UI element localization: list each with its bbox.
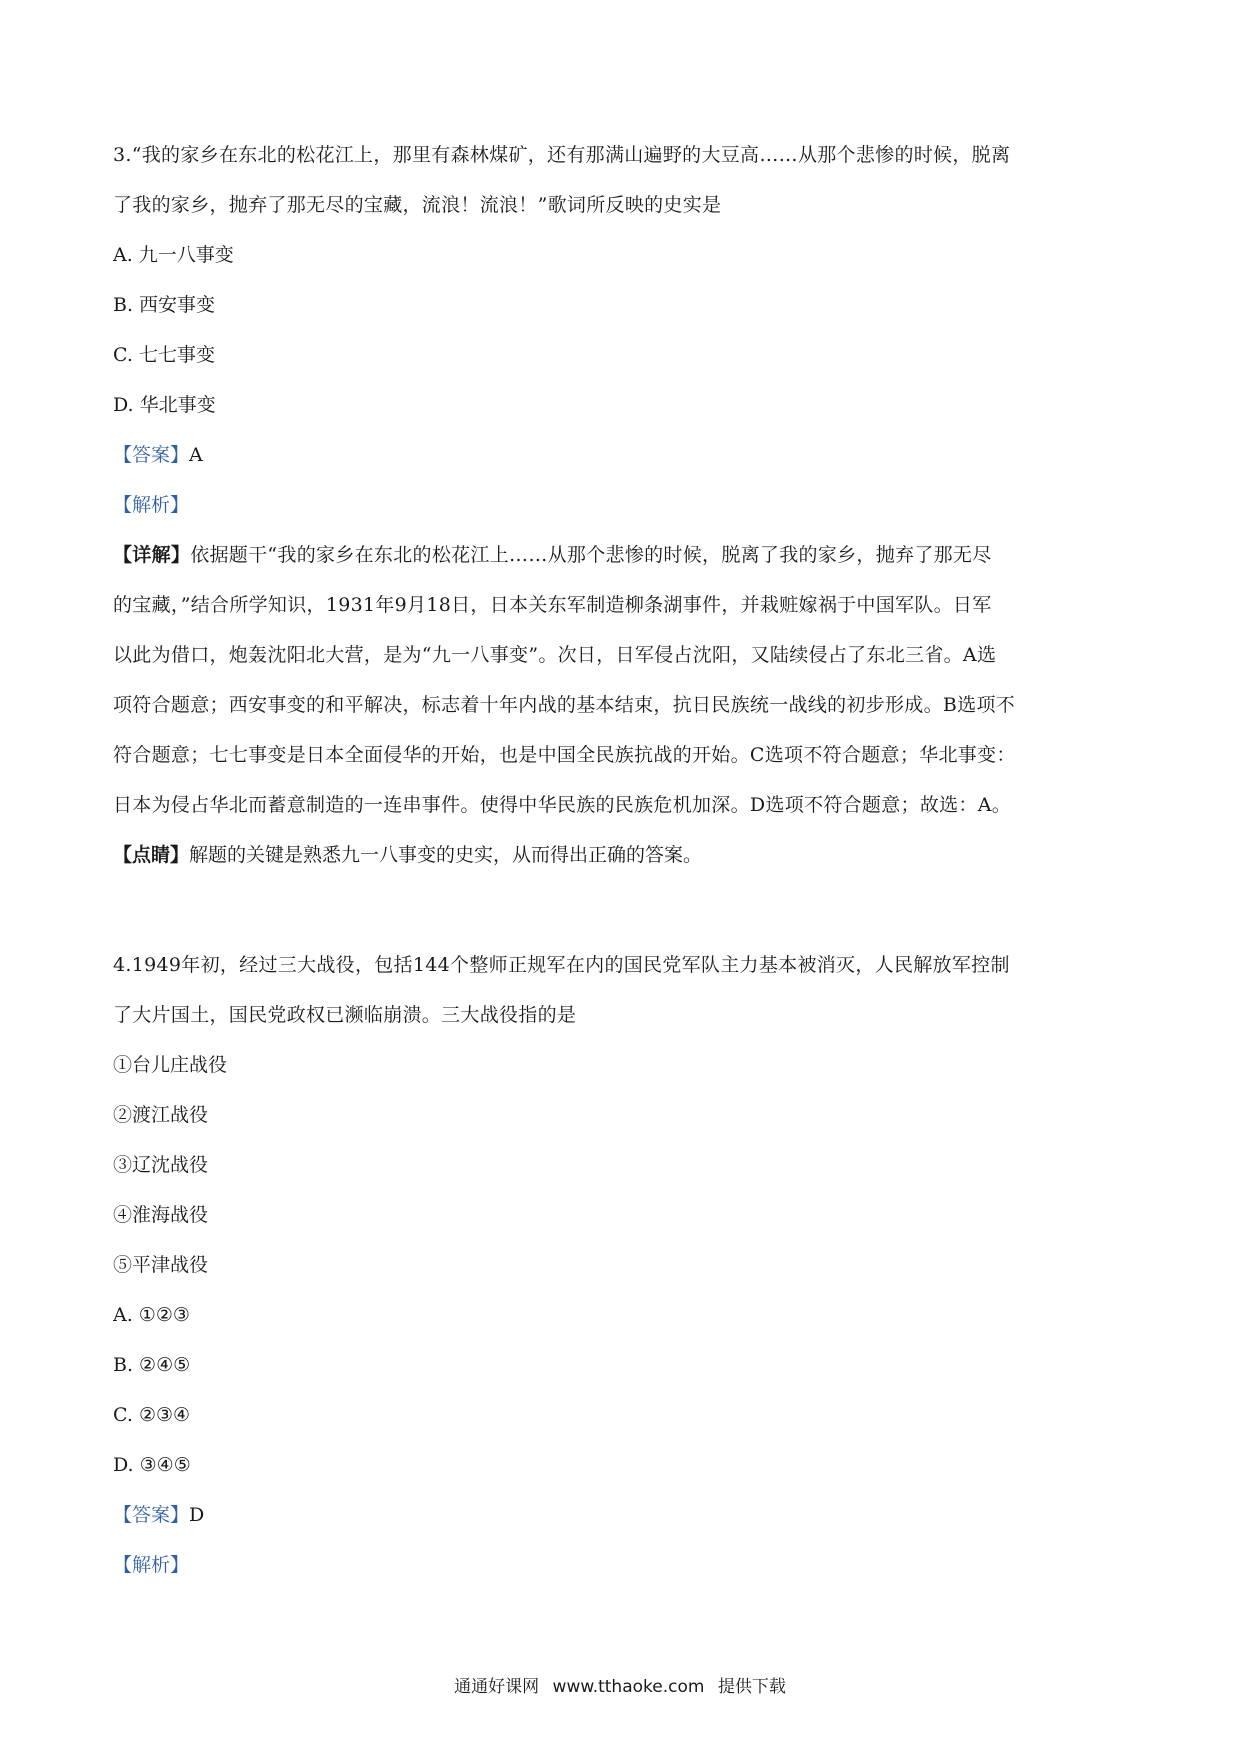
q3-detail-line-6: 日本为侵占华北而蓄意制造的一连串事件。使得中华民族的民族危机加深。D选项不符合题意；故选：A。 bbox=[113, 794, 1012, 816]
q3-analysis bbox=[113, 480, 1133, 530]
q4-item-3: ③辽沈战役 bbox=[113, 1154, 209, 1176]
q3-option-a: A. 九一八事变 bbox=[113, 244, 234, 266]
footer-site-name: 通通好课网 bbox=[454, 1677, 540, 1697]
q3-key-text: 解题的关键是熟悉九一八事变的史实，从而得出正确的答案。 bbox=[189, 844, 703, 866]
q3-detail-line-4: 项符合题意；西安事变的和平解决，标志着十年内战的基本结束，抗日民族统一战线的初步形成。B选项不 bbox=[113, 694, 1016, 716]
q3-answer bbox=[113, 430, 1133, 480]
q4-option-b: B. ②④⑤ bbox=[113, 1354, 191, 1376]
q4-answer-label: 【答案】 bbox=[113, 1504, 190, 1526]
q4-stem-line-2: 了大片国土，国民党政权已濒临崩溃。三大战役指的是 bbox=[113, 1004, 577, 1026]
q3-answer-value: A bbox=[189, 444, 203, 466]
q3-detail-line-1 bbox=[113, 530, 1133, 580]
q3-stem-line-1: 3.“我的家乡在东北的松花江上，那里有森林煤矿，还有那满山遍野的大豆高……从那个悲惨的时候，脱离 bbox=[113, 144, 1011, 166]
q3-detail-label: 【详解】 bbox=[113, 544, 191, 566]
q4-item-2: ②渡江战役 bbox=[113, 1104, 209, 1126]
q4-option-d: D. ③④⑤ bbox=[113, 1454, 191, 1476]
q3-key-point bbox=[113, 830, 1133, 880]
q3-detail-line-2: 的宝藏，”结合所学知识，1931年9月18日，日本关东军制造柳条湖事件，并栽赃嫁祸于中国军队。日军 bbox=[113, 594, 992, 616]
q3-stem-line-2: 了我的家乡，抛弃了那无尽的宝藏，流浪！流浪！”歌词所反映的史实是 bbox=[113, 194, 722, 216]
q4-option-c: C. ②③④ bbox=[113, 1404, 191, 1426]
q4-item-4: ④淮海战役 bbox=[113, 1204, 209, 1226]
q3-detail-line-3: 以此为借口，炮轰沈阳北大营，是为“九一八事变”。次日，日军侵占沈阳，又陆续侵占了东北三省。A选 bbox=[113, 644, 997, 666]
q3-option-c: C. 七七事变 bbox=[113, 344, 215, 366]
q3-key-label: 【点睛】 bbox=[113, 844, 190, 866]
q4-option-a: A. ①②③ bbox=[113, 1304, 190, 1326]
footer-note: 提供下载 bbox=[717, 1677, 786, 1697]
q3-option-d: D. 华北事变 bbox=[113, 394, 216, 416]
q4-analysis-label: 【解析】 bbox=[113, 1554, 190, 1576]
q4-answer-value: D bbox=[189, 1504, 205, 1526]
q4-stem-line-1: 4.1949年初，经过三大战役，包括144个整师正规军在内的国民党军队主力基本被消灭，人民解放军控制 bbox=[113, 954, 1010, 976]
q3-detail-text-1: 依据题干“我的家乡在东北的松花江上……从那个悲惨的时候，脱离了我的家乡，抛弃了那无尽 bbox=[190, 544, 992, 566]
question-4 bbox=[113, 940, 1133, 1590]
q4-answer bbox=[113, 1490, 1133, 1540]
q4-item-1: ①台儿庄战役 bbox=[113, 1054, 228, 1076]
q4-analysis bbox=[113, 1540, 1133, 1590]
q4-item-5: ⑤平津战役 bbox=[113, 1254, 209, 1276]
page-footer bbox=[0, 1672, 1240, 1697]
q3-detail-line-5: 符合题意；七七事变是日本全面侵华的开始，也是中国全民族抗战的开始。C选项不符合题意；华北事变： bbox=[113, 744, 1016, 766]
q3-analysis-label: 【解析】 bbox=[113, 494, 190, 516]
q3-option-b: B. 西安事变 bbox=[113, 294, 216, 316]
footer-url-link[interactable]: www.tthaoke.com bbox=[552, 1677, 705, 1697]
question-3 bbox=[113, 130, 1133, 880]
q3-answer-label: 【答案】 bbox=[113, 444, 190, 466]
